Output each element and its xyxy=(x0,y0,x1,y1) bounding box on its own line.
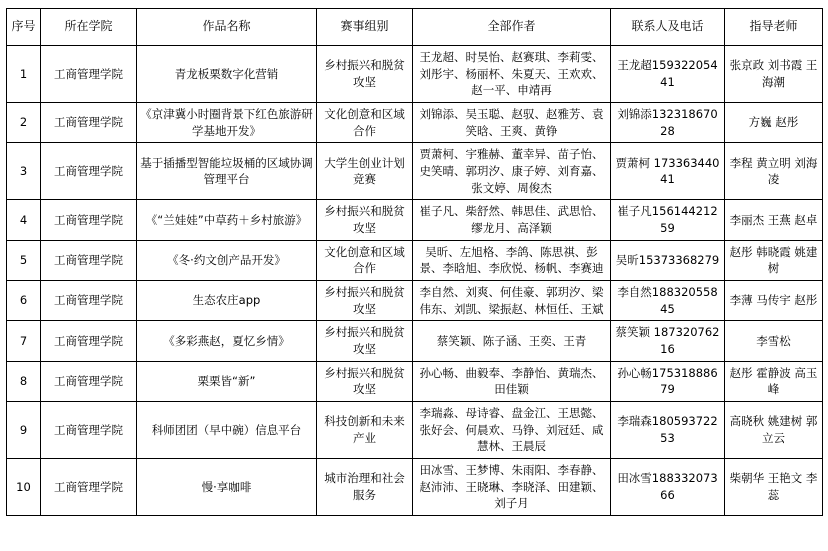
cell-authors: 崔子凡、柴舒然、韩思佳、武思恰、缪龙月、高泽颖 xyxy=(413,200,611,240)
cell-no: 4 xyxy=(7,200,41,240)
cell-contact: 崔子凡15614421259 xyxy=(611,200,725,240)
cell-category: 大学生创业计划竞赛 xyxy=(317,143,413,200)
cell-no: 9 xyxy=(7,402,41,459)
cell-authors: 王龙超、时昊怡、赵赛琪、李莉雯、刘彤宇、杨丽杯、朱夏天、王欢欢、赵一平、申靖再 xyxy=(413,46,611,103)
cell-authors: 孙心畅、曲毅奉、李静怡、黄瑞杰、田佳颖 xyxy=(413,361,611,401)
cell-contact: 贾萧柯 17336344041 xyxy=(611,143,725,200)
cell-authors: 刘锦添、吴玉聪、赵驭、赵雅芳、袁笑晗、王爽、黄铮 xyxy=(413,103,611,143)
cell-college: 工商管理学院 xyxy=(41,200,137,240)
cell-authors: 吴昕、左旭格、李鸽、陈思祺、彭景、李晗旭、李欣悦、杨帆、李赛迪 xyxy=(413,240,611,280)
cell-authors: 田冰雪、王梦博、朱雨阳、李春静、赵沛沛、王晓琳、李晓泽、田建颖、刘子月 xyxy=(413,459,611,516)
cell-college: 工商管理学院 xyxy=(41,459,137,516)
table-row xyxy=(7,402,823,459)
column-header-teacher: 指导老师 xyxy=(725,9,823,46)
table-row xyxy=(7,46,823,103)
cell-college: 工商管理学院 xyxy=(41,402,137,459)
cell-no: 1 xyxy=(7,46,41,103)
cell-authors: 李瑞淼、母诗睿、盘金江、王思懿、张好会、何晨欢、马铮、刘冠廷、咸慧林、王晨辰 xyxy=(413,402,611,459)
column-header-college: 所在学院 xyxy=(41,9,137,46)
column-header-no: 序号 xyxy=(7,9,41,46)
cell-authors: 蔡笑颖、陈子涵、王奕、王青 xyxy=(413,321,611,361)
table-row xyxy=(7,459,823,516)
table-head xyxy=(7,9,823,46)
cell-college: 工商管理学院 xyxy=(41,361,137,401)
column-header-category: 赛事组别 xyxy=(317,9,413,46)
entries-table xyxy=(6,8,823,516)
cell-teacher: 张京政 刘书霞 王海潮 xyxy=(725,46,823,103)
column-header-title: 作品名称 xyxy=(137,9,317,46)
table-row xyxy=(7,361,823,401)
cell-college: 工商管理学院 xyxy=(41,46,137,103)
cell-contact: 李瑞森18059372253 xyxy=(611,402,725,459)
cell-category: 乡村振兴和脱贫攻坚 xyxy=(317,200,413,240)
cell-category: 乡村振兴和脱贫攻坚 xyxy=(317,361,413,401)
table-row xyxy=(7,103,823,143)
cell-title: 《“兰娃娃”中草药＋乡村旅游》 xyxy=(137,200,317,240)
cell-no: 7 xyxy=(7,321,41,361)
cell-contact: 蔡笑颖 18732076216 xyxy=(611,321,725,361)
cell-title: 基于插播型智能垃圾桶的区域协调管理平台 xyxy=(137,143,317,200)
cell-category: 科技创新和未来产业 xyxy=(317,402,413,459)
cell-teacher: 赵彤 霍静波 高玉峰 xyxy=(725,361,823,401)
cell-teacher: 李丽杰 王燕 赵卓 xyxy=(725,200,823,240)
cell-contact: 孙心畅17531888679 xyxy=(611,361,725,401)
cell-title: 《多彩燕赵，夏忆乡情》 xyxy=(137,321,317,361)
cell-teacher: 高晓秋 姚建树 郭立云 xyxy=(725,402,823,459)
cell-authors: 李自然、刘爽、何佳豪、郭玥汐、梁伟东、刘凯、梁振赵、林恒任、王斌 xyxy=(413,281,611,321)
cell-teacher: 柴朝华 王艳文 李蕊 xyxy=(725,459,823,516)
table-row xyxy=(7,321,823,361)
cell-teacher: 方巍 赵彤 xyxy=(725,103,823,143)
table-row xyxy=(7,200,823,240)
cell-title: 《冬·约文创产品开发》 xyxy=(137,240,317,280)
cell-title: 慢·享咖啡 xyxy=(137,459,317,516)
cell-college: 工商管理学院 xyxy=(41,103,137,143)
cell-college: 工商管理学院 xyxy=(41,321,137,361)
column-header-authors: 全部作者 xyxy=(413,9,611,46)
cell-category: 乡村振兴和脱贫攻坚 xyxy=(317,321,413,361)
cell-college: 工商管理学院 xyxy=(41,240,137,280)
cell-title: 《京津冀小时圈背景下红色旅游研学基地开发》 xyxy=(137,103,317,143)
table-row xyxy=(7,240,823,280)
cell-title: 青龙板栗数字化营销 xyxy=(137,46,317,103)
cell-no: 2 xyxy=(7,103,41,143)
cell-teacher: 赵彤 韩晓霞 姚建树 xyxy=(725,240,823,280)
cell-title: 科师团团（早中碗）信息平台 xyxy=(137,402,317,459)
cell-category: 乡村振兴和脱贫攻坚 xyxy=(317,46,413,103)
cell-teacher: 李薄 马传宇 赵彤 xyxy=(725,281,823,321)
cell-no: 8 xyxy=(7,361,41,401)
cell-category: 文化创意和区域合作 xyxy=(317,240,413,280)
column-header-contact: 联系人及电话 xyxy=(611,9,725,46)
cell-contact: 李自然18832055845 xyxy=(611,281,725,321)
cell-category: 乡村振兴和脱贫攻坚 xyxy=(317,281,413,321)
cell-no: 3 xyxy=(7,143,41,200)
cell-title: 生态农庄app xyxy=(137,281,317,321)
cell-teacher: 李雪松 xyxy=(725,321,823,361)
cell-no: 10 xyxy=(7,459,41,516)
cell-contact: 刘锦添13231867028 xyxy=(611,103,725,143)
cell-authors: 贾萧柯、宇雅赫、董幸异、苗子怡、史笑晴、郭玥汐、康子婷、刘育嘉、张文婷、周俊杰 xyxy=(413,143,611,200)
cell-college: 工商管理学院 xyxy=(41,143,137,200)
cell-contact: 吴昕15373368279 xyxy=(611,240,725,280)
table-row xyxy=(7,143,823,200)
cell-no: 5 xyxy=(7,240,41,280)
cell-title: 栗栗皆“新” xyxy=(137,361,317,401)
cell-category: 城市治理和社会服务 xyxy=(317,459,413,516)
cell-no: 6 xyxy=(7,281,41,321)
cell-teacher: 李程 黄立明 刘海凌 xyxy=(725,143,823,200)
cell-category: 文化创意和区域合作 xyxy=(317,103,413,143)
cell-contact: 田冰雪18833207366 xyxy=(611,459,725,516)
cell-college: 工商管理学院 xyxy=(41,281,137,321)
cell-contact: 王龙超15932205441 xyxy=(611,46,725,103)
table-body xyxy=(7,46,823,516)
table-header-row xyxy=(7,9,823,46)
table-row xyxy=(7,281,823,321)
